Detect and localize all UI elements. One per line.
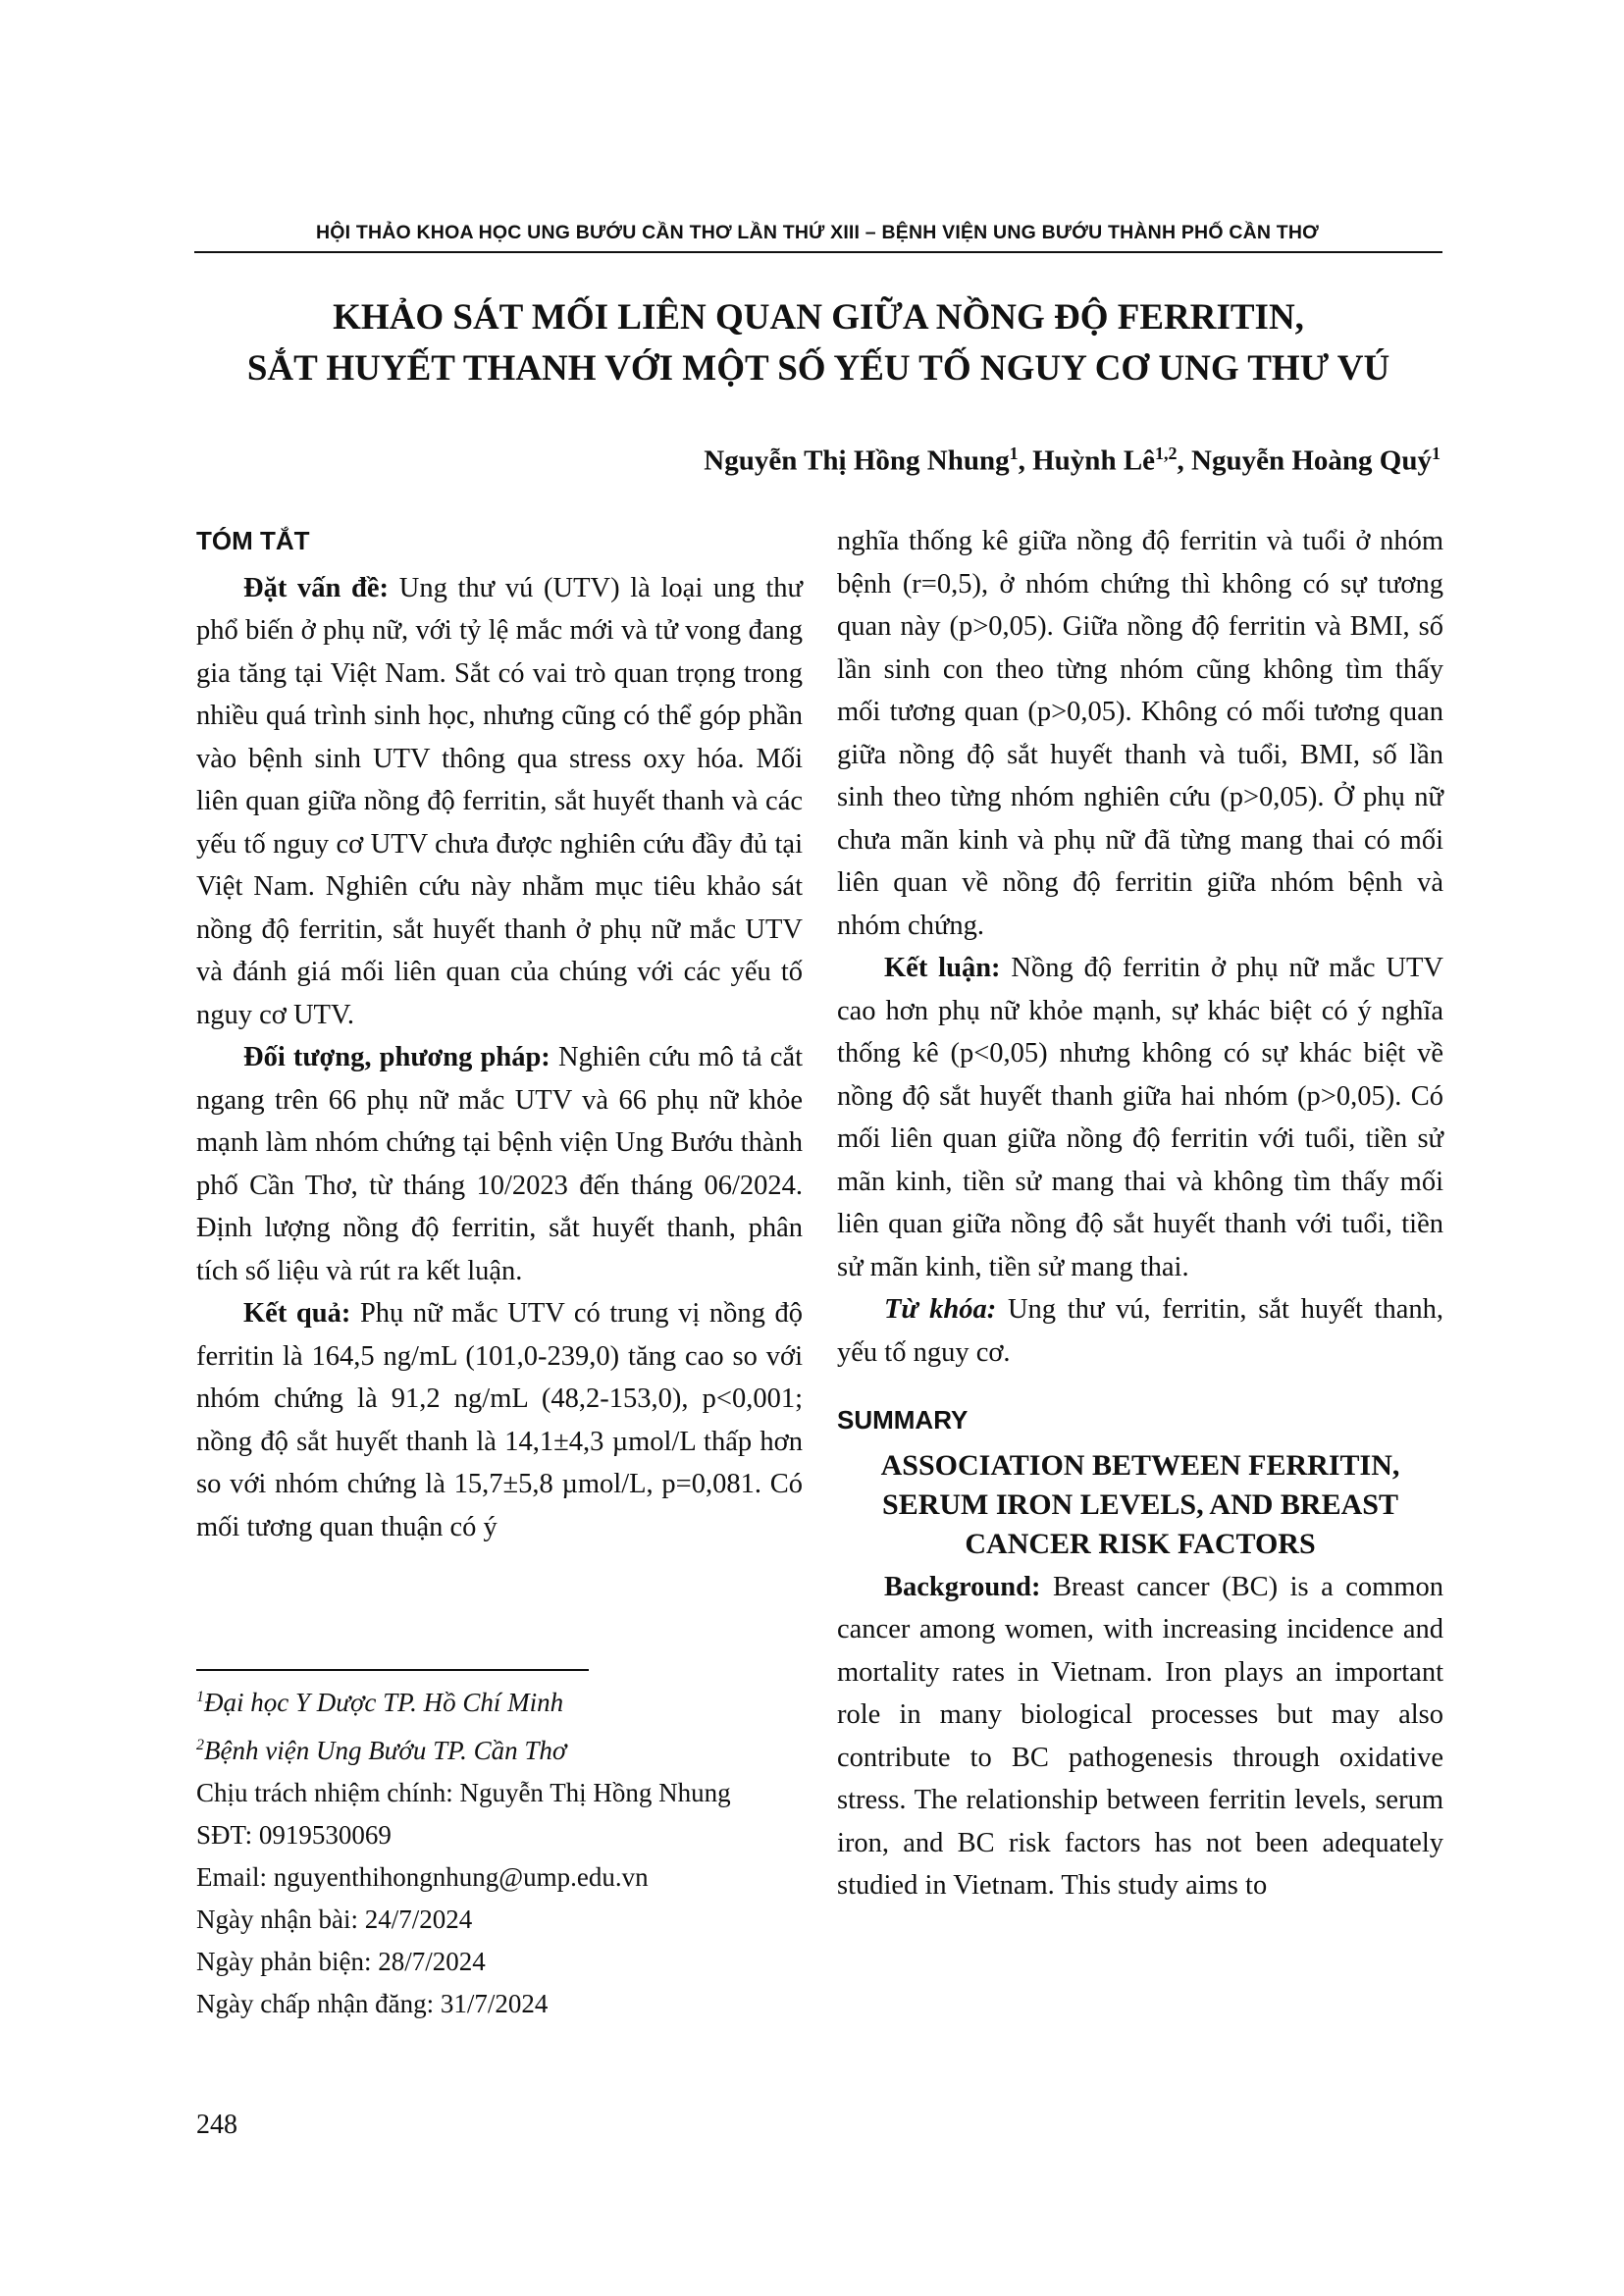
header-rule bbox=[194, 251, 1442, 253]
methods-text: Nghiên cứu mô tả cắt ngang trên 66 phụ nữ mắc UTV và 66 phụ nữ khỏe mạnh làm nhóm chứng tại bệnh viện Ung Bướu thành phố Cần Thơ, từ tháng 10/2023 đến tháng 06/2024. Định lượng nồng độ ferritin, sắt huyết thanh, phân tích số liệu và rút ra kết luận. bbox=[196, 1042, 804, 1286]
author-name: Nguyễn Thị Hồng Nhung bbox=[704, 444, 1010, 477]
author-separator: , bbox=[1018, 444, 1033, 477]
date-accepted: Ngày chấp nhận đăng: 31/7/2024 bbox=[196, 1989, 549, 2018]
affiliation-1 bbox=[196, 1676, 805, 1724]
conclusion-label: Kết luận: bbox=[884, 953, 1001, 983]
author-list bbox=[194, 444, 1441, 478]
author-affiliation: 1,2 bbox=[1155, 444, 1178, 463]
results-text: Phụ nữ mắc UTV có trung vị nồng độ ferritin là 164,5 ng/mL (101,0-239,0) tăng cao so với nhóm chứng là 91,2 ng/mL (48,2-153,0), p<0,001; nồng độ sắt huyết thanh là 14,1±4,3 µmol/L thấp hơn so với nhóm chứng là 15,7±5,8 µmol/L, p=0,081. Có mối tương quan thuận có ý bbox=[196, 1298, 803, 1542]
keywords-text: Ung thư vú, ferritin, sắt huyết thanh, yếu tố nguy cơ. bbox=[837, 1294, 1444, 1368]
title-line-2: SẮT HUYẾT THANH VỚI MỘT SỐ YẾU TỐ NGUY CƠ UNG THƯ VÚ bbox=[246, 348, 1390, 389]
abstract-conclusion bbox=[837, 947, 1443, 1288]
page-number: 248 bbox=[196, 2110, 237, 2140]
right-column bbox=[837, 520, 1443, 1907]
author-affiliation: 1 bbox=[1432, 444, 1441, 463]
keywords-label: Từ khóa: bbox=[884, 1294, 997, 1325]
footnotes bbox=[196, 1676, 805, 2025]
english-title-line-2: SERUM IRON LEVELS, AND BREAST bbox=[882, 1487, 1398, 1521]
abstract-background bbox=[196, 567, 803, 1037]
left-column bbox=[196, 520, 803, 1548]
summary-background-label: Background: bbox=[884, 1571, 1041, 1602]
abstract-heading: TÓM TẮT bbox=[196, 526, 310, 555]
footnote-rule bbox=[196, 1669, 589, 1671]
conclusion-text: Nồng độ ferritin ở phụ nữ mắc UTV cao hơn phụ nữ khỏe mạnh, sự khác biệt có ý nghĩa thống kê (p<0,05) nhưng không có sự khác biệt về nồng độ sắt huyết thanh giữa hai nhóm (p>0,05). Có mối liên quan giữa nồng độ ferritin với tuổi, tiền sử mãn kinh, tiền sử mang thai và không tìm thấy mối liên quan giữa nồng độ sắt huyết thanh với tuổi, tiền sử mãn kinh, tiền sử mang thai. bbox=[837, 953, 1443, 1282]
author-name: Huỳnh Lê bbox=[1032, 444, 1156, 477]
date-received: Ngày nhận bài: 24/7/2024 bbox=[196, 1905, 473, 1934]
author-separator: , bbox=[1177, 444, 1192, 477]
author-affiliation: 1 bbox=[1009, 444, 1019, 463]
affiliation-number: 1 bbox=[196, 1689, 204, 1705]
abstract-results bbox=[196, 1292, 803, 1548]
corresponding-author: Chịu trách nhiệm chính: Nguyễn Thị Hồng Nhung bbox=[196, 1778, 731, 1807]
abstract-methods bbox=[196, 1036, 803, 1292]
english-title bbox=[837, 1446, 1443, 1564]
date-reviewed: Ngày phản biện: 28/7/2024 bbox=[196, 1947, 486, 1976]
background-label: Đặt vấn đề: bbox=[243, 572, 390, 603]
author-name: Nguyễn Hoàng Quý bbox=[1191, 444, 1432, 477]
summary-heading: SUMMARY bbox=[837, 1405, 969, 1435]
results-label: Kết quả: bbox=[243, 1298, 351, 1329]
summary-background-text: Breast cancer (BC) is a common cancer among women, with increasing incidence and mortality rates in Vietnam. Iron plays an important role in many biological processes but may also contribute to BC pathogenesis through oxidative stress. The relationship between ferritin levels, serum iron, and BC risk factors has not been adequately studied in Vietnam. This study aims to bbox=[837, 1571, 1443, 1901]
affiliation-text: Đại học Y Dược TP. Hồ Chí Minh bbox=[204, 1688, 564, 1717]
phone-number: SĐT: 0919530069 bbox=[196, 1820, 392, 1850]
title-line-1: KHẢO SÁT MỐI LIÊN QUAN GIỮA NỒNG ĐỘ FERRITIN, bbox=[333, 297, 1304, 338]
english-title-line-1: ASSOCIATION BETWEEN FERRITIN, bbox=[880, 1448, 1400, 1482]
email-address: Email: nguyenthihongnhung@ump.edu.vn bbox=[196, 1862, 649, 1892]
methods-label: Đối tượng, phương pháp: bbox=[243, 1042, 550, 1072]
abstract-results-continued: nghĩa thống kê giữa nồng độ ferritin và tuổi ở nhóm bệnh (r=0,5), ở nhóm chứng thì không có sự tương quan này (p>0,05). Giữa nồng độ ferritin và BMI, số lần sinh con theo từng nhóm cũng không tìm thấy mối tương quan (p>0,05). Không có mối tương quan giữa nồng độ sắt huyết thanh và tuổi, BMI, số lần sinh theo từng nhóm nghiên cứu (p>0,05). Ở phụ nữ chưa mãn kinh và phụ nữ đã từng mang thai có mối liên quan về nồng độ ferritin giữa nhóm bệnh và nhóm chứng. bbox=[837, 526, 1443, 941]
article-title bbox=[194, 292, 1442, 394]
background-text: Ung thư vú (UTV) là loại ung thư phổ biến ở phụ nữ, với tỷ lệ mắc mới và tử vong đang gia tăng tại Việt Nam. Sắt có vai trò quan trọng trong nhiều quá trình sinh học, nhưng cũng có thể góp phần vào bệnh sinh UTV thông qua stress oxy hóa. Mối liên quan giữa nồng độ ferritin, sắt huyết thanh và các yếu tố nguy cơ UTV chưa được nghiên cứu đầy đủ tại Việt Nam. Nghiên cứu này nhằm mục tiêu khảo sát nồng độ ferritin, sắt huyết thanh ở phụ nữ mắc UTV và đánh giá mối liên quan của chúng với các yếu tố nguy cơ UTV. bbox=[196, 572, 803, 1030]
english-title-line-3: CANCER RISK FACTORS bbox=[965, 1527, 1316, 1560]
abstract-keywords bbox=[837, 1288, 1443, 1374]
affiliation-text: Bệnh viện Ung Bướu TP. Cần Thơ bbox=[204, 1736, 567, 1765]
affiliation-2 bbox=[196, 1724, 805, 1772]
running-header: HỘI THẢO KHOA HỌC UNG BƯỚU CẦN THƠ LẦN THỨ XIII – BỆNH VIỆN UNG BƯỚU THÀNH PHỐ CẦN THƠ bbox=[315, 222, 1320, 243]
summary-background bbox=[837, 1566, 1443, 1907]
affiliation-number: 2 bbox=[196, 1737, 204, 1753]
